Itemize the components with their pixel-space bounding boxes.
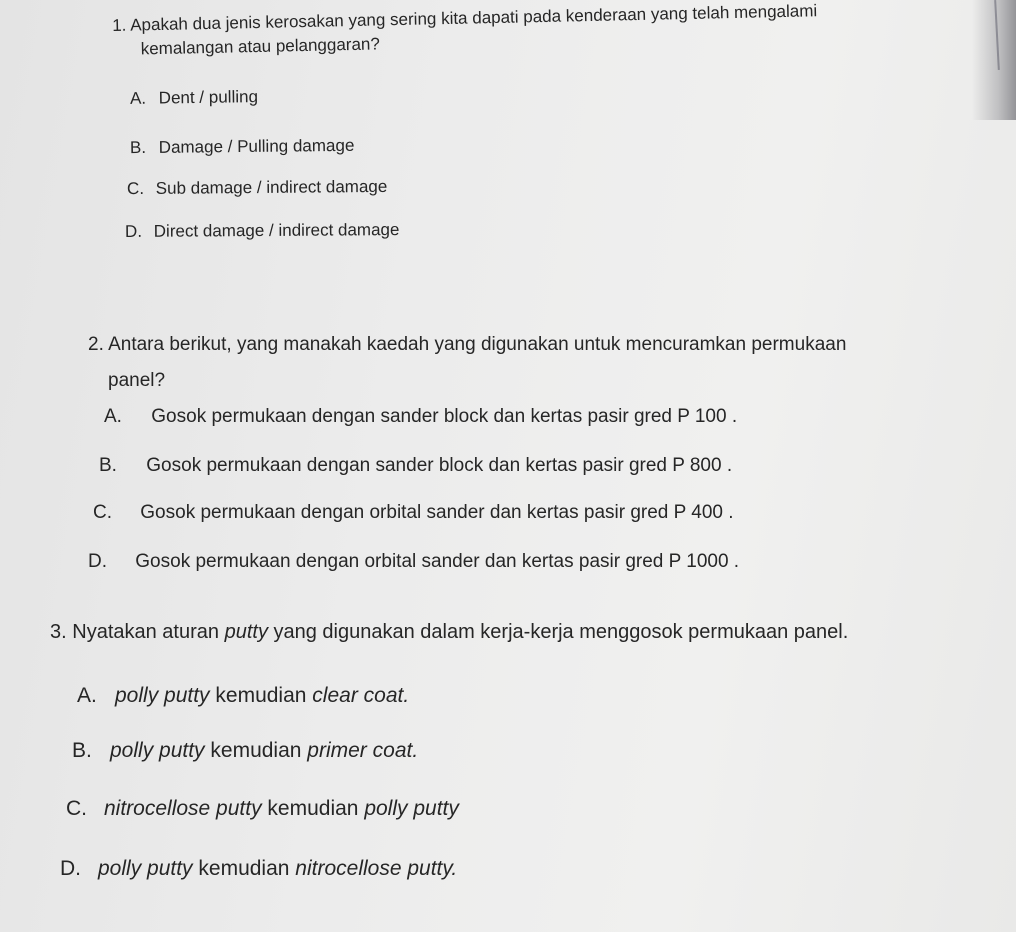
option-2b[interactable] (99, 455, 732, 477)
option-2c[interactable] (93, 502, 734, 524)
option-letter: A. (129, 88, 147, 108)
option-text: Direct damage / indirect damage (153, 220, 400, 241)
option-italic-term: polly putty (98, 857, 193, 880)
option-italic-term: primer coat. (307, 739, 419, 762)
option-2a[interactable] (104, 406, 737, 428)
paper-edge-shadow (972, 0, 1016, 120)
option-text: Gosok permukaan dengan sander block dan kertas pasir gred P 100 . (151, 406, 738, 427)
option-letter: D. (88, 551, 107, 572)
option-letter: B. (99, 455, 117, 476)
option-letter: C. (126, 178, 145, 199)
option-3d[interactable] (60, 857, 457, 881)
option-1b[interactable] (130, 136, 355, 158)
option-letter: C. (66, 797, 87, 820)
option-letter: C. (93, 502, 112, 523)
option-3a[interactable] (77, 684, 409, 708)
option-text: Gosok permukaan dengan orbital sander dan kertas pasir gred P 1000 . (135, 551, 740, 572)
question-text-continued: kemalangan atau pelanggaran? (140, 34, 381, 59)
question-text: Apakah dua jenis kerosakan yang sering kita dapati pada kenderaan yang telah mengalami (130, 1, 818, 35)
option-3c[interactable] (66, 797, 459, 821)
option-italic-term: polly putty (110, 739, 205, 762)
question-text-continued: panel? (108, 370, 166, 391)
option-text: Sub damage / indirect damage (155, 176, 388, 198)
question-text: Nyatakan aturan (72, 621, 225, 643)
option-text: kemudian (192, 857, 296, 880)
question-3 (50, 621, 848, 644)
option-1c[interactable] (127, 177, 387, 199)
option-2d[interactable] (88, 551, 739, 573)
option-text: kemudian (261, 797, 365, 820)
question-text: yang digunakan dalam kerja-kerja menggosok permukaan panel. (267, 621, 849, 643)
option-italic-term: clear coat. (312, 684, 410, 707)
question-1 (112, 0, 818, 62)
option-text: Gosok permukaan dengan orbital sander dan kertas pasir gred P 400 . (140, 502, 734, 523)
option-italic-term: polly putty (115, 684, 210, 707)
option-letter: D. (124, 221, 143, 241)
option-italic-term: polly putty (364, 797, 459, 820)
option-italic-term: nitrocellose putty (104, 797, 262, 820)
question-2 (88, 327, 846, 399)
option-text: Damage / Pulling damage (158, 135, 355, 157)
option-letter: D. (60, 857, 81, 880)
option-letter: A. (104, 406, 122, 427)
option-letter: A. (77, 684, 97, 707)
question-text-italic: putty (224, 621, 268, 643)
question-number: 2. (88, 334, 104, 355)
option-text: kemudian (204, 739, 308, 762)
option-text: Gosok permukaan dengan sander block dan kertas pasir gred P 800 . (146, 455, 733, 476)
question-number: 1. (112, 15, 127, 35)
option-3b[interactable] (72, 739, 418, 763)
option-letter: B. (129, 138, 147, 158)
option-1a[interactable] (130, 87, 258, 109)
option-text: Dent / pulling (158, 87, 259, 108)
question-text: Antara berikut, yang manakah kaedah yang digunakan untuk mencuramkan permukaan (108, 334, 847, 355)
option-letter: B. (72, 739, 92, 762)
option-text: kemudian (209, 684, 313, 707)
question-number: 3. (50, 621, 67, 643)
option-1d[interactable] (125, 220, 400, 242)
option-italic-term: nitrocellose putty. (295, 857, 458, 880)
